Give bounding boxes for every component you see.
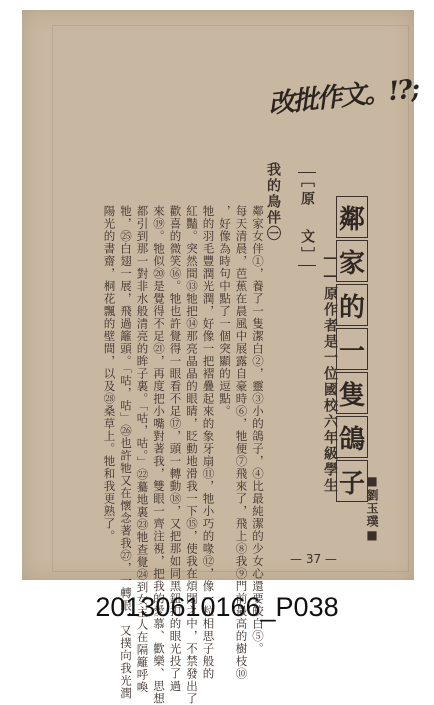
body-line: 來⑲。牠似⑳是覺得不足㉑，再度把小嘴對著我，雙眼一齊注視，把我的愛慕、歡樂、思想 (152, 205, 166, 705)
title-char-box (336, 240, 368, 282)
body-line: 牠，㉕白翅一展，飛過籬頭。「咕，咕」㉖也許牠又在懷念著我㉗，一轉眼，又撲向我光潤 (119, 205, 133, 700)
title-char-box (336, 416, 368, 458)
body-line: 鄰家女伴①，養了一隻潔白②，靈③小的鴿子，④比最純潔的少女心還要皎白⑤。 (251, 205, 265, 655)
column-logo: 改批作文。!?; (267, 74, 420, 120)
byline: ■劉玉璞■ (365, 474, 379, 543)
body-line: 紅豔。突然間⑬牠把⑭那亮晶晶的眼睛，眨動地滑我一下⑮，使我在煩悶之中，不禁發出了 (185, 205, 199, 705)
body-line: 陽光的書齋，桐花飄的壁間，以及㉘桑草上。牠和我更熟了。 (102, 205, 117, 543)
title-char: 鄰 (338, 204, 365, 235)
title-char-box (336, 328, 368, 370)
body-line: 每天清晨，芭蕉在晨風中展露自豪時⑥，牠便⑦飛來了，飛上⑧我⑨門前最高的樹枝⑩ (234, 205, 249, 680)
title-char: 鴿 (338, 424, 365, 455)
title-char: 家 (338, 248, 365, 279)
body-line: 歡喜的微笑⑯。牠也許覺得一眼看不足⑰，頭一轉動⑱，又把那如同黑鈕扣的眼光投了過 (168, 205, 183, 693)
image-caption: 20130610166_P038 (95, 592, 339, 622)
body-line: 都引到那一對非水般清亮的眸子裏。「咕，咕。」㉒驀地裏㉓牠查覺㉔到女主人在隔籬呼喚 (135, 205, 150, 694)
title-char-box (336, 460, 368, 502)
title-char: 一 (338, 336, 365, 367)
section-label: ［原 文］ (299, 173, 315, 265)
title-char-box (336, 284, 368, 326)
title-char-box (336, 196, 368, 238)
title-char-box (336, 372, 368, 414)
article-subtitle: 我的鳥伴㊀ (265, 162, 281, 242)
title-char: 隻 (338, 380, 365, 411)
page-number: — 37 — (290, 552, 337, 566)
author-line: ——原作者是一位國校六年級學生 (322, 250, 338, 494)
body-line: 牠的羽毛豐潤光潤，好像一把褶疊起來的象牙扇⑪，牠小巧的喙⑫，像一粒相思子般的 (201, 205, 216, 680)
title-char: 的 (338, 292, 365, 323)
body-line: ，好像為時句中點了一個突顯的逗點。 (218, 205, 232, 418)
title-char: 子 (338, 468, 365, 499)
